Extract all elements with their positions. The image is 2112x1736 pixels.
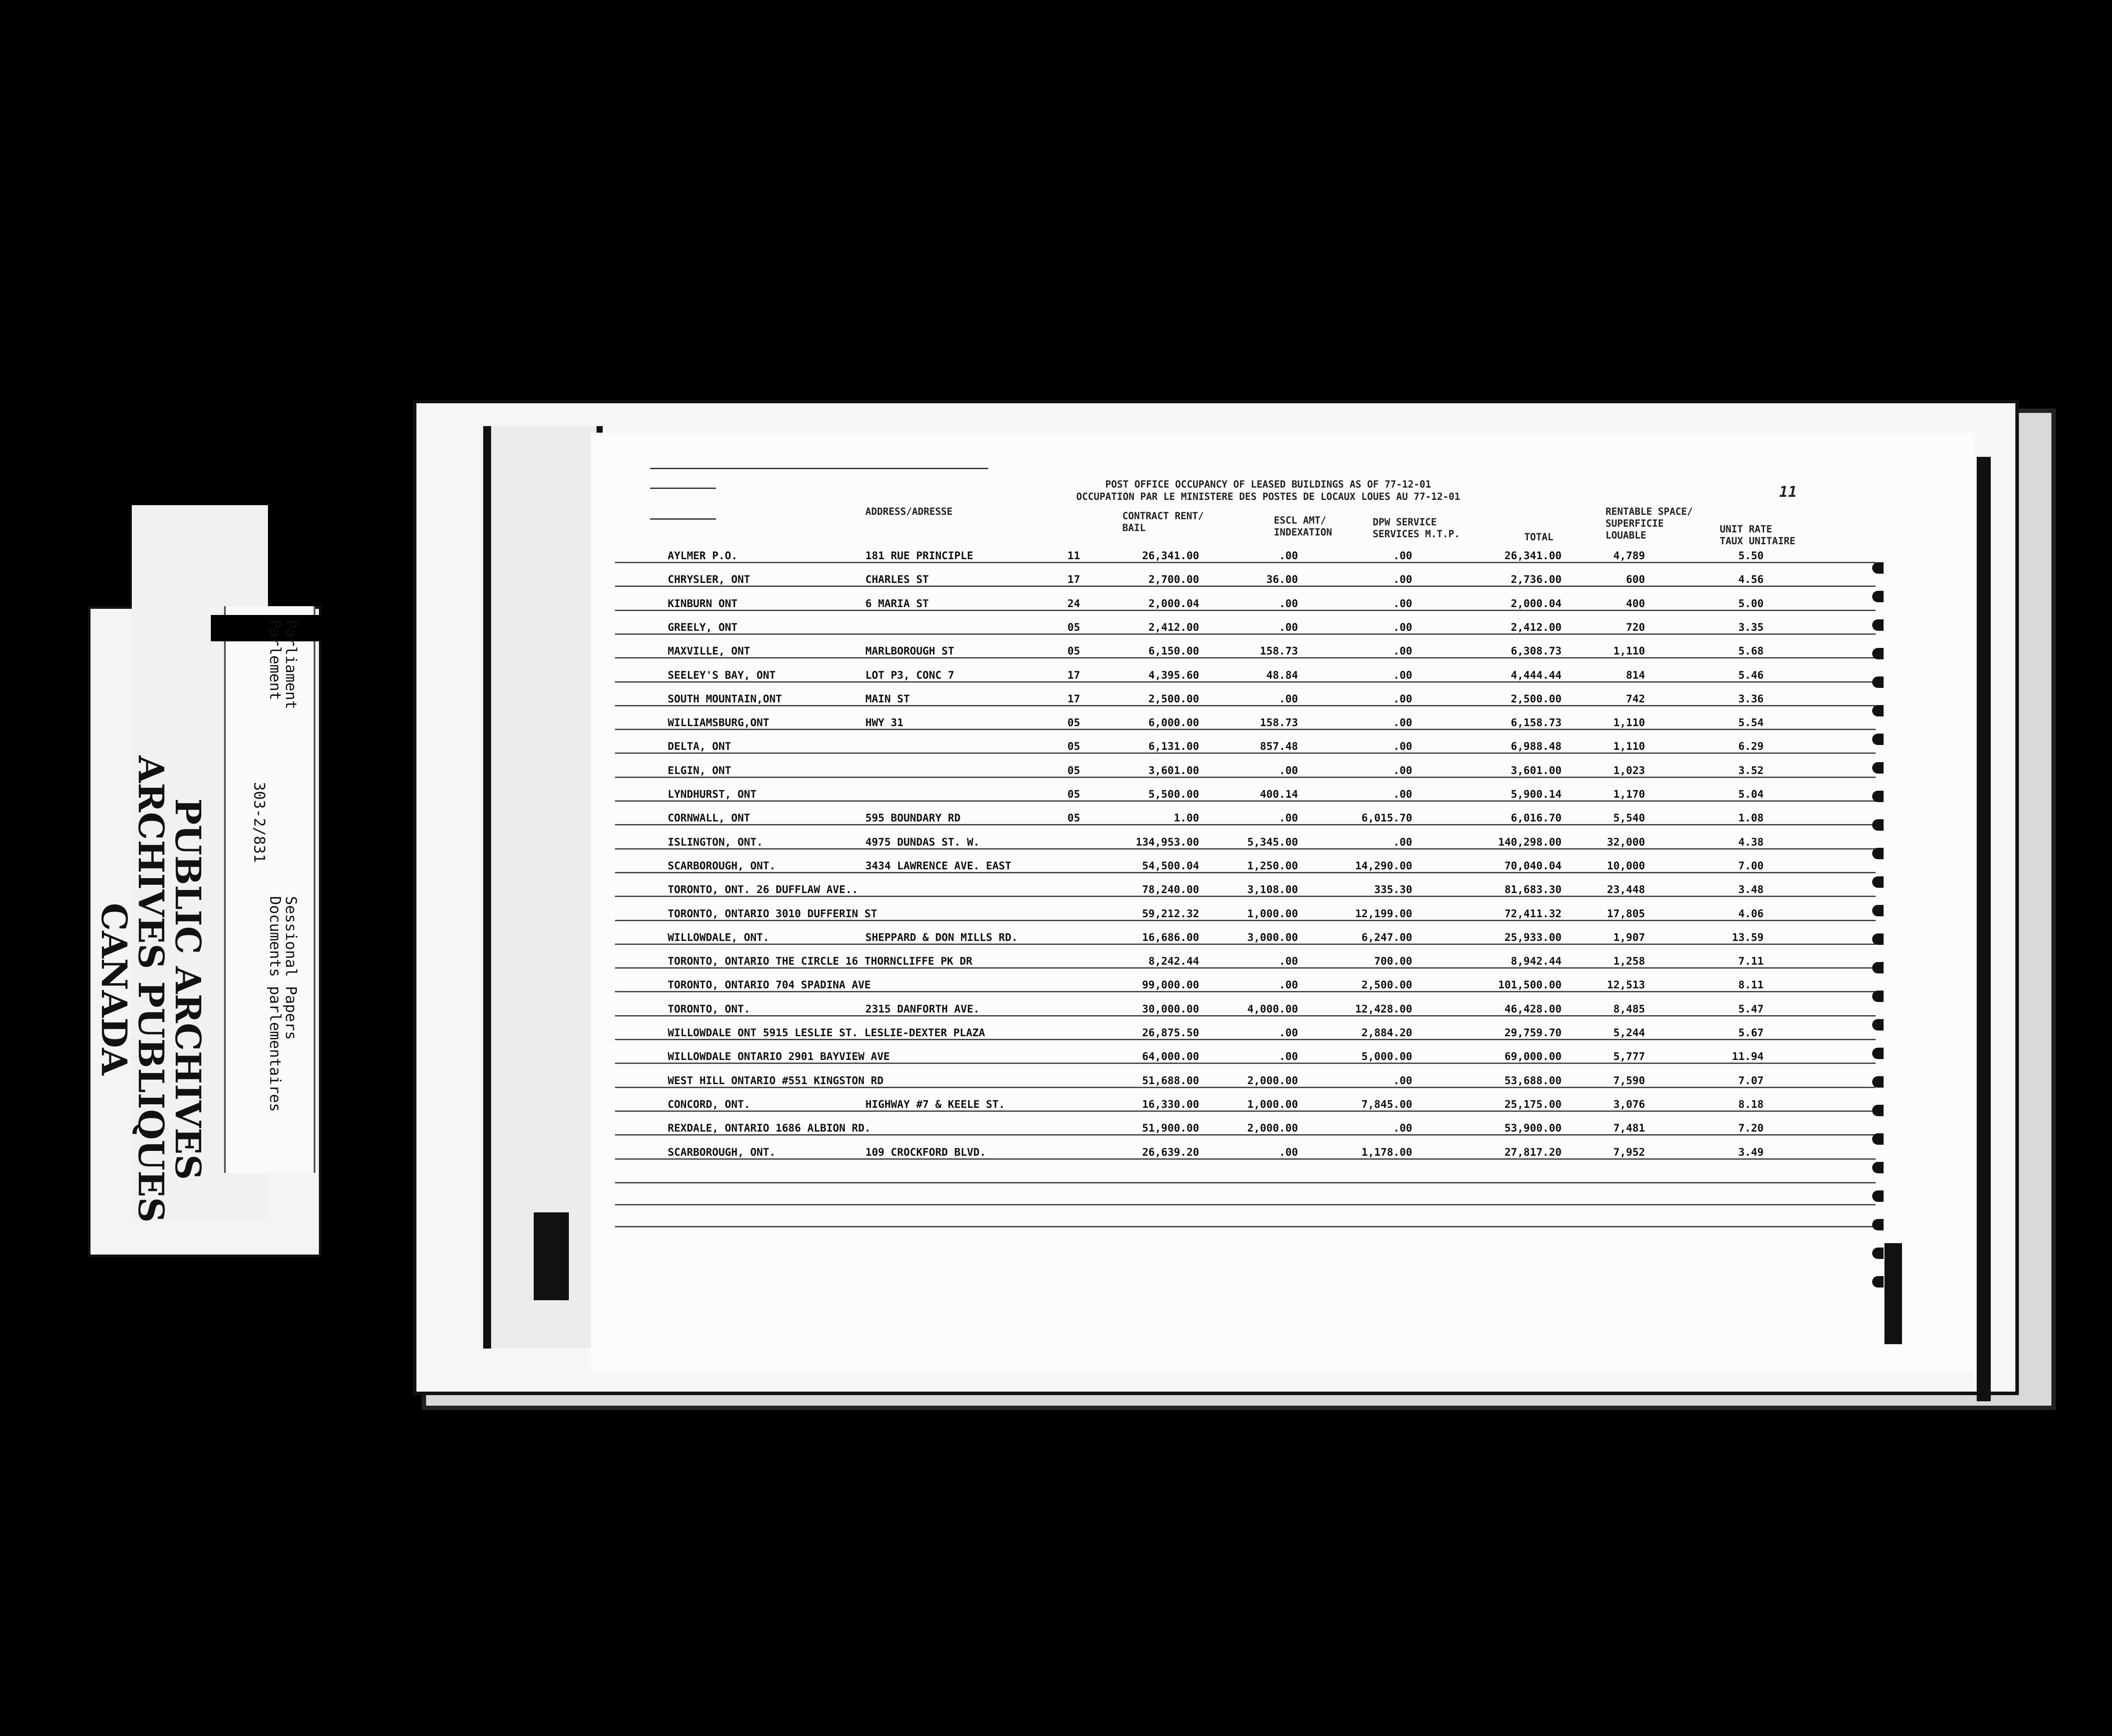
cell-dpw-service: 2,884.20 bbox=[1361, 1027, 1412, 1039]
cell-dpw-service: .00 bbox=[1393, 788, 1412, 800]
header-total: TOTAL bbox=[1524, 532, 1554, 543]
sprocket-hole bbox=[1872, 562, 1884, 574]
cell-street: 109 CROCKFORD BLVD. bbox=[865, 1146, 986, 1158]
cell-contract-rent: 2,000.04 bbox=[1148, 597, 1199, 610]
cell-total: 2,736.00 bbox=[1511, 573, 1562, 586]
cell-unit-rate: 5.54 bbox=[1738, 716, 1764, 729]
cell-dpw-service: 6,015.70 bbox=[1361, 812, 1412, 825]
cell-escalation: 5,345.00 bbox=[1247, 835, 1298, 848]
cell-total: 81,683.30 bbox=[1504, 883, 1562, 896]
cell-contract-rent: 4,395.60 bbox=[1148, 669, 1199, 681]
cell-place: MAXVILLE, ONT bbox=[668, 645, 750, 658]
sprocket-hole bbox=[1872, 648, 1884, 659]
cell-total: 69,000.00 bbox=[1504, 1050, 1562, 1063]
sprocket-hole bbox=[1872, 676, 1884, 688]
cell-unit-rate: 3.49 bbox=[1738, 1146, 1764, 1158]
cell-unit-rate: 5.04 bbox=[1738, 788, 1764, 800]
cell-total: 25,933.00 bbox=[1504, 931, 1562, 944]
cell-place: ELGIN, ONT bbox=[668, 764, 731, 777]
cell-total: 140,298.00 bbox=[1498, 835, 1562, 848]
cell-rentable-space: 23,448 bbox=[1607, 883, 1645, 896]
cell-rentable-space: 814 bbox=[1626, 669, 1645, 681]
cell-code: 05 bbox=[1067, 645, 1080, 658]
cell-rentable-space: 1,110 bbox=[1613, 716, 1645, 729]
cell-total: 2,500.00 bbox=[1511, 692, 1562, 705]
cell-dpw-service: 12,428.00 bbox=[1355, 1002, 1412, 1015]
row-rule bbox=[615, 1226, 1876, 1227]
cell-unit-rate: 4.38 bbox=[1738, 835, 1764, 848]
cell-contract-rent: 78,240.00 bbox=[1142, 883, 1199, 896]
cell-rentable-space: 1,110 bbox=[1613, 645, 1645, 658]
cell-escalation: .00 bbox=[1279, 550, 1298, 562]
cell-place: DELTA, ONT bbox=[668, 740, 731, 753]
sprocket-hole bbox=[1872, 762, 1884, 774]
cell-place: SCARBOROUGH, ONT. bbox=[668, 1146, 776, 1158]
cell-escalation: 2,000.00 bbox=[1247, 1122, 1298, 1135]
cell-unit-rate: 5.46 bbox=[1738, 669, 1764, 681]
cell-code: 05 bbox=[1067, 788, 1080, 800]
cell-contract-rent: 2,500.00 bbox=[1148, 692, 1199, 705]
cell-contract-rent: 16,686.00 bbox=[1142, 931, 1199, 944]
cell-contract-rent: 59,212.32 bbox=[1142, 907, 1199, 920]
cell-unit-rate: 7.00 bbox=[1738, 859, 1764, 872]
cell-place: AYLMER P.O. bbox=[668, 550, 738, 562]
cell-rentable-space: 1,110 bbox=[1613, 740, 1645, 753]
sprocket-hole bbox=[1872, 991, 1884, 1002]
cell-contract-rent: 99,000.00 bbox=[1142, 979, 1199, 991]
cell-street: SHEPPARD & DON MILLS RD. bbox=[865, 931, 1018, 944]
cell-contract-rent: 54,500.04 bbox=[1142, 859, 1199, 872]
sprocket-hole bbox=[1872, 1162, 1884, 1173]
cell-contract-rent: 6,000.00 bbox=[1148, 716, 1199, 729]
cell-rentable-space: 600 bbox=[1626, 573, 1645, 586]
cell-street: 595 BOUNDARY RD bbox=[865, 812, 961, 825]
cell-escalation: .00 bbox=[1279, 812, 1298, 825]
cell-unit-rate: 5.50 bbox=[1738, 550, 1764, 562]
cell-contract-rent: 64,000.00 bbox=[1142, 1050, 1199, 1063]
cell-code: 17 bbox=[1067, 573, 1080, 586]
cell-rentable-space: 4,789 bbox=[1613, 550, 1645, 562]
cell-dpw-service: .00 bbox=[1393, 573, 1412, 586]
cell-place: WEST HILL ONTARIO #551 KINGSTON RD bbox=[668, 1074, 884, 1087]
cell-street: MAIN ST bbox=[865, 692, 910, 705]
cell-place: REXDALE, ONTARIO 1686 ALBION RD. bbox=[668, 1122, 871, 1135]
cell-unit-rate: 7.07 bbox=[1738, 1074, 1764, 1087]
cell-contract-rent: 8,242.44 bbox=[1148, 955, 1199, 968]
cell-escalation: 1,000.00 bbox=[1247, 1098, 1298, 1110]
cell-total: 2,412.00 bbox=[1511, 621, 1562, 633]
cell-unit-rate: 5.67 bbox=[1738, 1027, 1764, 1039]
cell-rentable-space: 1,170 bbox=[1613, 788, 1645, 800]
cell-contract-rent: 134,953.00 bbox=[1136, 835, 1199, 848]
cell-total: 70,040.04 bbox=[1504, 859, 1562, 872]
header-contract-rent: CONTRACT RENT/ BAIL bbox=[1122, 511, 1204, 534]
cell-contract-rent: 5,500.00 bbox=[1148, 788, 1199, 800]
cell-escalation: .00 bbox=[1279, 597, 1298, 610]
cell-street: LOT P3, CONC 7 bbox=[865, 669, 955, 681]
cell-place: TORONTO, ONTARIO 704 SPADINA AVE bbox=[668, 979, 871, 991]
cell-code: 24 bbox=[1067, 597, 1080, 610]
sprocket-hole bbox=[1872, 791, 1884, 802]
header-unit-rate: UNIT RATE TAUX UNITAIRE bbox=[1720, 524, 1796, 547]
cell-dpw-service: .00 bbox=[1393, 597, 1412, 610]
left-tractor-mark bbox=[534, 1212, 569, 1300]
sprocket-hole bbox=[1872, 933, 1884, 945]
cell-rentable-space: 12,513 bbox=[1607, 979, 1645, 991]
cell-total: 6,016.70 bbox=[1511, 812, 1562, 825]
cell-rentable-space: 10,000 bbox=[1607, 859, 1645, 872]
cell-place: WILLOWDALE ONT 5915 LESLIE ST. LESLIE-DEXTER PLAZA bbox=[668, 1027, 985, 1039]
cell-rentable-space: 8,485 bbox=[1613, 1002, 1645, 1015]
cell-escalation: 400.14 bbox=[1260, 788, 1298, 800]
cell-place: TORONTO, ONTARIO THE CIRCLE 16 THORNCLIFFE PK DR bbox=[668, 955, 973, 968]
sprocket-hole bbox=[1872, 1105, 1884, 1116]
cell-escalation: 158.73 bbox=[1260, 645, 1298, 658]
cell-contract-rent: 26,341.00 bbox=[1142, 550, 1199, 562]
cell-code: 17 bbox=[1067, 669, 1080, 681]
cell-escalation: 158.73 bbox=[1260, 716, 1298, 729]
document-title: POST OFFICE OCCUPANCY OF LEASED BUILDINGS AS OF 77-12-01 OCCUPATION PAR LE MINISTERE DES POSTES DE LOCAUX LOUES AU 77-12-01 bbox=[1076, 479, 1461, 503]
sprocket-hole bbox=[1872, 734, 1884, 745]
cell-total: 4,444.44 bbox=[1511, 669, 1562, 681]
cell-escalation: 3,108.00 bbox=[1247, 883, 1298, 896]
cell-rentable-space: 7,481 bbox=[1613, 1122, 1645, 1135]
cell-place: WILLOWDALE ONTARIO 2901 BAYVIEW AVE bbox=[668, 1050, 890, 1063]
cell-contract-rent: 1.00 bbox=[1174, 812, 1199, 825]
cell-dpw-service: .00 bbox=[1393, 621, 1412, 633]
cell-total: 6,988.48 bbox=[1511, 740, 1562, 753]
cell-dpw-service: 1,178.00 bbox=[1361, 1146, 1412, 1158]
cell-total: 6,158.73 bbox=[1511, 716, 1562, 729]
cell-total: 3,601.00 bbox=[1511, 764, 1562, 777]
sprocket-hole bbox=[1872, 1048, 1884, 1059]
cell-contract-rent: 16,330.00 bbox=[1142, 1098, 1199, 1110]
sprocket-hole bbox=[1872, 1133, 1884, 1145]
cell-dpw-service: 7,845.00 bbox=[1361, 1098, 1412, 1110]
cell-escalation: 2,000.00 bbox=[1247, 1074, 1298, 1087]
label-call-number: 303-2/831 bbox=[250, 782, 268, 863]
cell-total: 29,759.70 bbox=[1504, 1027, 1562, 1039]
row-rule bbox=[615, 1182, 1876, 1183]
sprocket-hole bbox=[1872, 619, 1884, 631]
cell-street: 181 RUE PRINCIPLE bbox=[865, 550, 973, 562]
cell-code: 05 bbox=[1067, 740, 1080, 753]
cell-unit-rate: 1.08 bbox=[1738, 812, 1764, 825]
sprocket-hole bbox=[1872, 1276, 1884, 1288]
cell-place: SCARBOROUGH, ONT. bbox=[668, 859, 776, 872]
cell-unit-rate: 5.47 bbox=[1738, 1002, 1764, 1015]
cell-rentable-space: 720 bbox=[1626, 621, 1645, 633]
cell-escalation: .00 bbox=[1279, 1146, 1298, 1158]
cell-code: 11 bbox=[1067, 550, 1080, 562]
cell-rentable-space: 400 bbox=[1626, 597, 1645, 610]
cell-contract-rent: 2,700.00 bbox=[1148, 573, 1199, 586]
cell-place: TORONTO, ONTARIO 3010 DUFFERIN ST bbox=[668, 907, 877, 920]
cell-contract-rent: 2,412.00 bbox=[1148, 621, 1199, 633]
cell-dpw-service: 335.30 bbox=[1374, 883, 1412, 896]
cell-rentable-space: 7,952 bbox=[1613, 1146, 1645, 1158]
cell-unit-rate: 7.11 bbox=[1738, 955, 1764, 968]
cell-unit-rate: 3.52 bbox=[1738, 764, 1764, 777]
cell-escalation: .00 bbox=[1279, 1050, 1298, 1063]
cell-unit-rate: 11.94 bbox=[1732, 1050, 1764, 1063]
cell-rentable-space: 5,244 bbox=[1613, 1027, 1645, 1039]
cell-total: 53,688.00 bbox=[1504, 1074, 1562, 1087]
label-institution: PUBLIC ARCHIVES ARCHIVES PUBLIQUES CANADA bbox=[94, 756, 209, 1223]
cell-escalation: .00 bbox=[1279, 979, 1298, 991]
cell-place: ISLINGTON, ONT. bbox=[668, 835, 763, 848]
cell-code: 05 bbox=[1067, 621, 1080, 633]
cell-contract-rent: 6,150.00 bbox=[1148, 645, 1199, 658]
cell-escalation: .00 bbox=[1279, 1027, 1298, 1039]
right-edge-band bbox=[1977, 457, 1991, 1401]
cell-place: TORONTO, ONT. bbox=[668, 1002, 750, 1015]
cell-unit-rate: 8.18 bbox=[1738, 1098, 1764, 1110]
cell-total: 53,900.00 bbox=[1504, 1122, 1562, 1135]
cell-street: CHARLES ST bbox=[865, 573, 929, 586]
cell-total: 8,942.44 bbox=[1511, 955, 1562, 968]
cell-rentable-space: 5,540 bbox=[1613, 812, 1645, 825]
cell-dpw-service: 700.00 bbox=[1374, 955, 1412, 968]
cell-unit-rate: 13.59 bbox=[1732, 931, 1764, 944]
cell-escalation: 857.48 bbox=[1260, 740, 1298, 753]
sprocket-hole bbox=[1872, 705, 1884, 716]
cell-dpw-service: .00 bbox=[1393, 550, 1412, 562]
cell-total: 6,308.73 bbox=[1511, 645, 1562, 658]
cell-rentable-space: 17,805 bbox=[1607, 907, 1645, 920]
cell-total: 26,341.00 bbox=[1504, 550, 1562, 562]
sprocket-hole bbox=[1872, 905, 1884, 916]
cell-street: 6 MARIA ST bbox=[865, 597, 929, 610]
cell-place: CHRYSLER, ONT bbox=[668, 573, 750, 586]
cell-dpw-service: .00 bbox=[1393, 740, 1412, 753]
cell-dpw-service: .00 bbox=[1393, 645, 1412, 658]
cell-total: 5,900.14 bbox=[1511, 788, 1562, 800]
cell-unit-rate: 3.48 bbox=[1738, 883, 1764, 896]
cell-unit-rate: 8.11 bbox=[1738, 979, 1764, 991]
cell-escalation: .00 bbox=[1279, 764, 1298, 777]
label-sessional: Sessional Papers Documents parlementaires bbox=[266, 896, 300, 1112]
cell-place: SEELEY'S BAY, ONT bbox=[668, 669, 776, 681]
sprocket-hole bbox=[1872, 1019, 1884, 1031]
cell-place: SOUTH MOUNTAIN,ONT bbox=[668, 692, 782, 705]
sprocket-hole bbox=[1872, 1076, 1884, 1088]
cell-code: 17 bbox=[1067, 692, 1080, 705]
cell-unit-rate: 5.68 bbox=[1738, 645, 1764, 658]
cell-escalation: .00 bbox=[1279, 955, 1298, 968]
cell-unit-rate: 3.36 bbox=[1738, 692, 1764, 705]
cell-place: CORNWALL, ONT bbox=[668, 812, 750, 825]
sprocket-hole bbox=[1872, 591, 1884, 602]
cell-place: CONCORD, ONT. bbox=[668, 1098, 750, 1110]
sprocket-hole bbox=[1872, 819, 1884, 831]
sprocket-hole bbox=[1872, 962, 1884, 973]
cell-contract-rent: 51,900.00 bbox=[1142, 1122, 1199, 1135]
cell-dpw-service: .00 bbox=[1393, 1074, 1412, 1087]
cell-dpw-service: 12,199.00 bbox=[1355, 907, 1412, 920]
cell-street: HWY 31 bbox=[865, 716, 904, 729]
cell-rentable-space: 3,076 bbox=[1613, 1098, 1645, 1110]
cell-dpw-service: 2,500.00 bbox=[1361, 979, 1412, 991]
cell-dpw-service: 6,247.00 bbox=[1361, 931, 1412, 944]
label-parliament: Parliament Parlement bbox=[266, 619, 300, 709]
sprocket-hole bbox=[1872, 1190, 1884, 1202]
cell-unit-rate: 7.20 bbox=[1738, 1122, 1764, 1135]
cell-place: KINBURN ONT bbox=[668, 597, 738, 610]
row-rule bbox=[615, 1204, 1876, 1205]
cell-total: 25,175.00 bbox=[1504, 1098, 1562, 1110]
cell-rentable-space: 1,023 bbox=[1613, 764, 1645, 777]
cell-rentable-space: 1,258 bbox=[1613, 955, 1645, 968]
header-rule bbox=[650, 468, 988, 469]
sprocket-hole bbox=[1872, 1248, 1884, 1259]
header-address: ADDRESS/ADRESSE bbox=[865, 506, 953, 517]
cell-street: 2315 DANFORTH AVE. bbox=[865, 1002, 980, 1015]
cell-escalation: 36.00 bbox=[1266, 573, 1298, 586]
cell-rentable-space: 7,590 bbox=[1613, 1074, 1645, 1087]
cell-street: 4975 DUNDAS ST. W. bbox=[865, 835, 980, 848]
cell-code: 05 bbox=[1067, 764, 1080, 777]
cell-contract-rent: 3,601.00 bbox=[1148, 764, 1199, 777]
cell-total: 72,411.32 bbox=[1504, 907, 1562, 920]
cell-total: 27,817.20 bbox=[1504, 1146, 1562, 1158]
cell-street: HIGHWAY #7 & KEELE ST. bbox=[865, 1098, 1005, 1110]
cell-contract-rent: 30,000.00 bbox=[1142, 1002, 1199, 1015]
cell-dpw-service: 5,000.00 bbox=[1361, 1050, 1412, 1063]
cell-dpw-service: .00 bbox=[1393, 692, 1412, 705]
cell-total: 2,000.04 bbox=[1511, 597, 1562, 610]
sprocket-hole bbox=[1872, 876, 1884, 888]
cell-unit-rate: 5.00 bbox=[1738, 597, 1764, 610]
cell-place: TORONTO, ONT. 26 DUFFLAW AVE.. bbox=[668, 883, 858, 896]
cell-street: MARLBOROUGH ST bbox=[865, 645, 955, 658]
cell-unit-rate: 4.06 bbox=[1738, 907, 1764, 920]
sprocket-hole bbox=[1872, 848, 1884, 859]
cell-dpw-service: 14,290.00 bbox=[1355, 859, 1412, 872]
cell-street: 3434 LAWRENCE AVE. EAST bbox=[865, 859, 1012, 872]
right-tractor-mark bbox=[1884, 1243, 1902, 1344]
cell-dpw-service: .00 bbox=[1393, 1122, 1412, 1135]
cell-dpw-service: .00 bbox=[1393, 669, 1412, 681]
cell-unit-rate: 6.29 bbox=[1738, 740, 1764, 753]
cell-place: LYNDHURST, ONT bbox=[668, 788, 757, 800]
cell-place: WILLOWDALE, ONT. bbox=[668, 931, 770, 944]
header-dpw-service: DPW SERVICE SERVICES M.T.P. bbox=[1373, 517, 1460, 540]
cell-rentable-space: 5,777 bbox=[1613, 1050, 1645, 1063]
header-rentable-space: RENTABLE SPACE/ SUPERFICIE LOUABLE bbox=[1606, 506, 1693, 541]
cell-place: WILLIAMSBURG,ONT bbox=[668, 716, 770, 729]
page-mark: 11 bbox=[1779, 483, 1797, 501]
cell-escalation: 3,000.00 bbox=[1247, 931, 1298, 944]
cell-rentable-space: 742 bbox=[1626, 692, 1645, 705]
cell-dpw-service: .00 bbox=[1393, 764, 1412, 777]
cell-code: 05 bbox=[1067, 812, 1080, 825]
header-escalation: ESCL AMT/ INDEXATION bbox=[1274, 515, 1332, 538]
cell-unit-rate: 4.56 bbox=[1738, 573, 1764, 586]
cell-escalation: .00 bbox=[1279, 692, 1298, 705]
cell-dpw-service: .00 bbox=[1393, 716, 1412, 729]
cell-escalation: 1,000.00 bbox=[1247, 907, 1298, 920]
cell-rentable-space: 32,000 bbox=[1607, 835, 1645, 848]
sprocket-hole bbox=[1872, 1219, 1884, 1230]
cell-unit-rate: 3.35 bbox=[1738, 621, 1764, 633]
cell-contract-rent: 6,131.00 bbox=[1148, 740, 1199, 753]
cell-contract-rent: 51,688.00 bbox=[1142, 1074, 1199, 1087]
cell-place: GREELY, ONT bbox=[668, 621, 738, 633]
cell-contract-rent: 26,639.20 bbox=[1142, 1146, 1199, 1158]
cell-contract-rent: 26,875.50 bbox=[1142, 1027, 1199, 1039]
cell-escalation: 48.84 bbox=[1266, 669, 1298, 681]
header-rule bbox=[650, 488, 716, 489]
cell-escalation: 1,250.00 bbox=[1247, 859, 1298, 872]
cell-total: 46,428.00 bbox=[1504, 1002, 1562, 1015]
header-rule bbox=[650, 518, 716, 520]
cell-dpw-service: .00 bbox=[1393, 835, 1412, 848]
cell-code: 05 bbox=[1067, 716, 1080, 729]
cell-rentable-space: 1,907 bbox=[1613, 931, 1645, 944]
left-margin-band bbox=[483, 426, 603, 1349]
cell-escalation: 4,000.00 bbox=[1247, 1002, 1298, 1015]
cell-total: 101,500.00 bbox=[1498, 979, 1562, 991]
cell-escalation: .00 bbox=[1279, 621, 1298, 633]
